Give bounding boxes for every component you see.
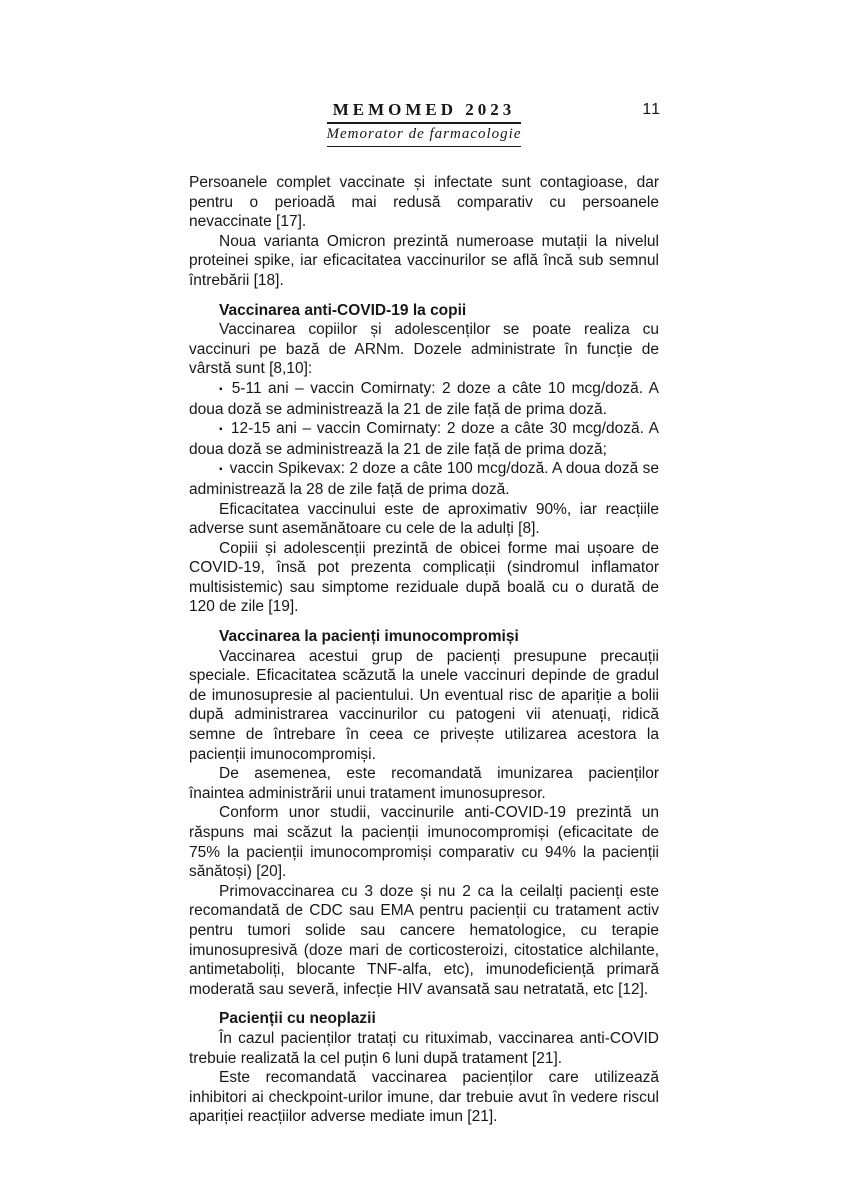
paragraph: Este recomandată vaccinarea pacienților care utilizează inhibitori ai checkpoint-urilor imune, dar trebuie avut în vedere riscul apariției reacțiilor adverse mediate imun [21]. xyxy=(189,1069,659,1126)
bullet-text: 12-15 ani – vaccin Comirnaty: 2 doze a câte 30 mcg/doză. A doua doză se administrează la 21 de zile față de prima doză; xyxy=(189,420,659,458)
book-title: MEMOMED 2023 xyxy=(327,100,522,124)
bullet-square-icon: ▪ xyxy=(219,464,223,476)
paragraph: Primovaccinarea cu 3 doze și nu 2 ca la ceilalți pacienți este recomandată de CDC sau EMA pentru pacienții cu tratament activ pentru tumori solide sau cancere hematologice, cu terapie imunosupresivă (doze mari de corticosteroizi, citostatice alchilante, antimetaboliți, blocante TNF-alfa, etc), imunodeficiență primară moderată sau severă, infecție HIV avansată sau netratată, etc [12]. xyxy=(189,882,659,998)
paragraph: Persoanele complet vaccinate și infectate sunt contagioase, dar pentru o perioadă mai redusă comparativ cu persoanele nevaccinate [17]. xyxy=(189,174,659,231)
text-column xyxy=(189,100,659,1127)
paragraph: Conform unor studii, vaccinurile anti-COVID-19 prezintă un răspuns mai scăzut la pacienții imunocompromiși (eficacitate de 75% la pacienții imunocompromiși comparativ cu 94% la pacienții sănătoși) [20]. xyxy=(189,804,659,881)
bullet-paragraph xyxy=(189,459,659,499)
page-header xyxy=(189,100,659,147)
header-title-block xyxy=(327,100,522,147)
paragraph: Vaccinarea copiilor și adolescenților se poate realiza cu vaccinuri pe bază de ARNm. Dozele administrate în funcție de vârstă sunt [8,10]: xyxy=(189,321,659,378)
page-number: 11 xyxy=(642,101,661,118)
paragraph: Noua varianta Omicron prezintă numeroase mutații la nivelul proteinei spike, iar eficacitatea vaccinurilor se află încă sub semnul întrebării [18]. xyxy=(189,232,659,289)
bullet-text: 5-11 ani – vaccin Comirnaty: 2 doze a câte 10 mcg/doză. A doua doză se administrează la 21 de zile față de prima doză. xyxy=(189,379,660,418)
section-heading: Vaccinarea anti-COVID-19 la copii xyxy=(219,301,467,319)
paragraph: Eficacitatea vaccinului este de aproximativ 90%, iar reacțiile adverse sunt asemănătoare cu cele de la adulți [8]. xyxy=(189,500,659,538)
bullet-text: vaccin Spikevax: 2 doze a câte 100 mcg/doză. A doua doză se administrează la 28 de zile față de prima doză. xyxy=(189,460,659,498)
section-heading: Pacienții cu neoplazii xyxy=(219,1010,376,1028)
paragraph: În cazul pacienților tratați cu rituximab, vaccinarea anti-COVID trebuie realizată la cel puțin 6 luni după tratament [21]. xyxy=(189,1029,659,1067)
bullet-square-icon: ▪ xyxy=(219,383,225,395)
bullet-paragraph xyxy=(189,379,659,419)
section-heading: Vaccinarea la pacienți imunocompromiși xyxy=(219,628,519,646)
book-subtitle: Memorator de farmacologie xyxy=(327,124,522,147)
bullet-square-icon: ▪ xyxy=(219,424,224,436)
paragraph: Copiii și adolescenții prezintă de obicei forme mai ușoare de COVID-19, însă pot prezenta complicații (sindromul inflamator multisistemic) sau simptome reziduale după boală cu o durată de 120 de zile [19]. xyxy=(189,539,659,616)
document-body xyxy=(189,173,659,1127)
bullet-paragraph xyxy=(189,419,659,459)
paragraph: De asemenea, este recomandată imunizarea pacienților înaintea administrării unui tratament imunosupresor. xyxy=(189,765,659,802)
paragraph: Vaccinarea acestui grup de pacienți presupune precauții speciale. Eficacitatea scăzută la unele vaccinuri depinde de gradul de imunosupresie al pacientului. Un eventual risc de apariție a bolii după administrarea vaccinurilor cu patogeni vii atenuați, ridică semne de întrebare în ceea ce privește utilizarea acestora la pacienții imunocompromiși. xyxy=(189,647,659,763)
